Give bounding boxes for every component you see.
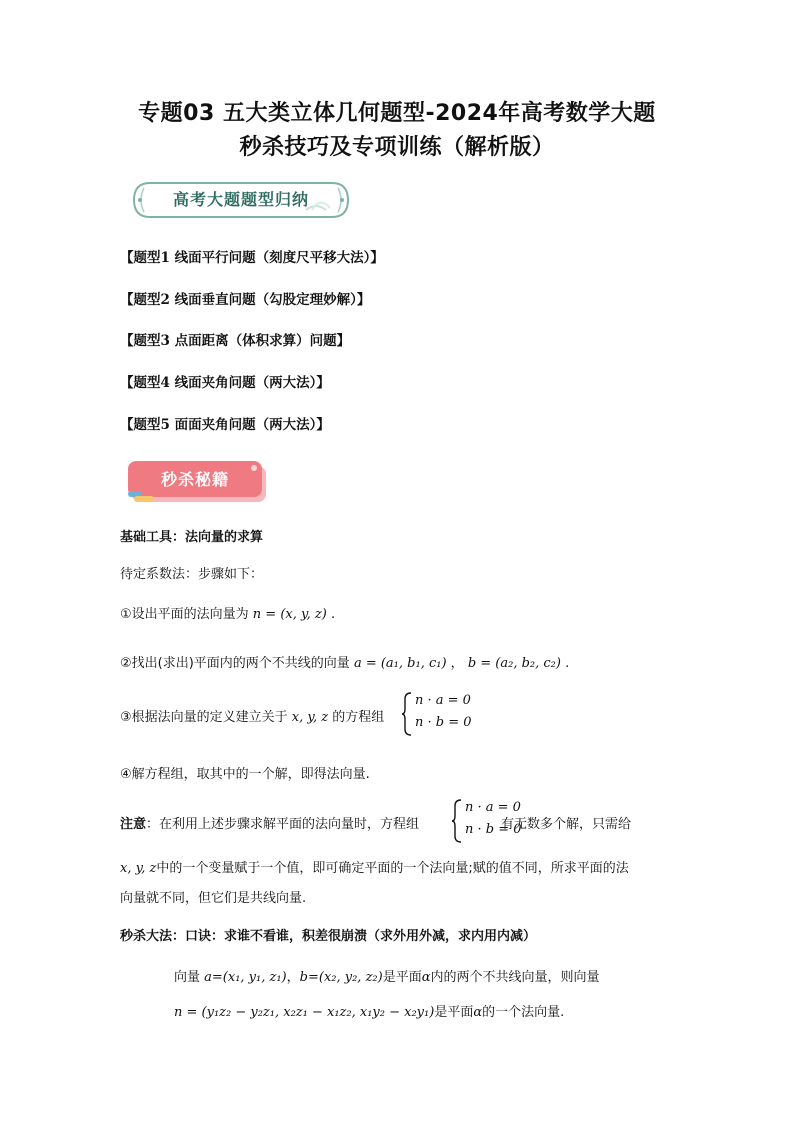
normal-vector-def: n = (x, y, z) — [252, 607, 327, 622]
formula-line-1: 向量 a=(x₁, y₁, z₁)，b=(x₂, y₂, z₂)是平面α内的两个不共线向量，则向量 — [174, 970, 600, 985]
question-type-4: 【题型4 线面夹角问题（两大法）】 — [120, 375, 330, 391]
basic-tool-heading: 基础工具：法向量的求算 — [120, 530, 264, 545]
step-3: ③根据法向量的定义建立关于 x, y, z 的方程组 — [120, 710, 385, 725]
note-label: 注意 — [120, 817, 147, 832]
equation-system-1 — [401, 691, 472, 741]
system-eq-2: n · b = 0 — [415, 715, 472, 730]
step-2: ②找出(求出)平面内的两个不共线的向量 a = (a₁, b₁, c₁) ， b = (a₂, b₂, c₂) . — [120, 656, 570, 671]
question-type-1: 【题型1 线面平行问题（刻度尺平移大法）】 — [120, 250, 384, 266]
system-eq-1: n · a = 0 — [415, 693, 471, 708]
doc-title-line1: 专题03 五大类立体几何题型-2024年高考数学大题 — [138, 101, 656, 126]
step-4: ④解方程组，取其中的一个解，即得法向量. — [120, 767, 370, 782]
left-brace-icon — [451, 798, 463, 844]
question-type-3: 【题型3 点面距离（体积求算）问题】 — [120, 333, 351, 349]
equation-system-2 — [451, 798, 522, 848]
section-badge-secret-tips — [128, 458, 268, 504]
method-label: 待定系数法：步骤如下： — [120, 567, 264, 582]
doc-title-line2: 秒杀技巧及专项训练（解析版） — [239, 135, 555, 160]
question-type-2: 【题型2 线面垂直问题（勾股定理妙解）】 — [120, 292, 371, 308]
system-eq-2: n · b = 0 — [465, 822, 522, 837]
note-line-1: 注意：在利用上述步骤求解平面的法向量时，方程组 有无数多个解，只需给 — [120, 817, 632, 832]
system-eq-1: n · a = 0 — [465, 800, 521, 815]
section-badge-question-types — [130, 180, 352, 220]
badge-label: 高考大题题型归纳 — [172, 190, 309, 209]
left-brace-icon — [401, 691, 413, 737]
question-type-5: 【题型5 面面夹角问题（两大法）】 — [120, 417, 330, 433]
vector-b-def: b = (a₂, b₂, c₂) — [467, 656, 561, 671]
note-line-2: x, y, z中的一个变量赋于一个值，即可确定平面的一个法向量;赋的值不同，所求平面的法 — [120, 861, 629, 876]
note-line-3: 向量就不同，但它们是共线向量. — [120, 891, 307, 906]
badge-label: 秒杀秘籍 — [160, 470, 229, 489]
step-1: ①设出平面的法向量为 n = (x, y, z) . — [120, 607, 336, 622]
formula-line-2: n = (y₁z₂ − y₂z₁, x₂z₁ − x₁z₂, x₁y₂ − x₂y₁)是平面α的一个法向量. — [174, 1005, 565, 1020]
vector-a-def: a = (a₁, b₁, c₁) — [353, 656, 447, 671]
kill-method-heading: 秒杀大法：口诀：求谁不看谁，积差很崩溃（求外用外减，求内用内减） — [120, 929, 537, 944]
cross-product-formula: n = (y₁z₂ − y₂z₁, x₂z₁ − x₁z₂, x₁y₂ − x₂y₁) — [174, 1005, 435, 1020]
